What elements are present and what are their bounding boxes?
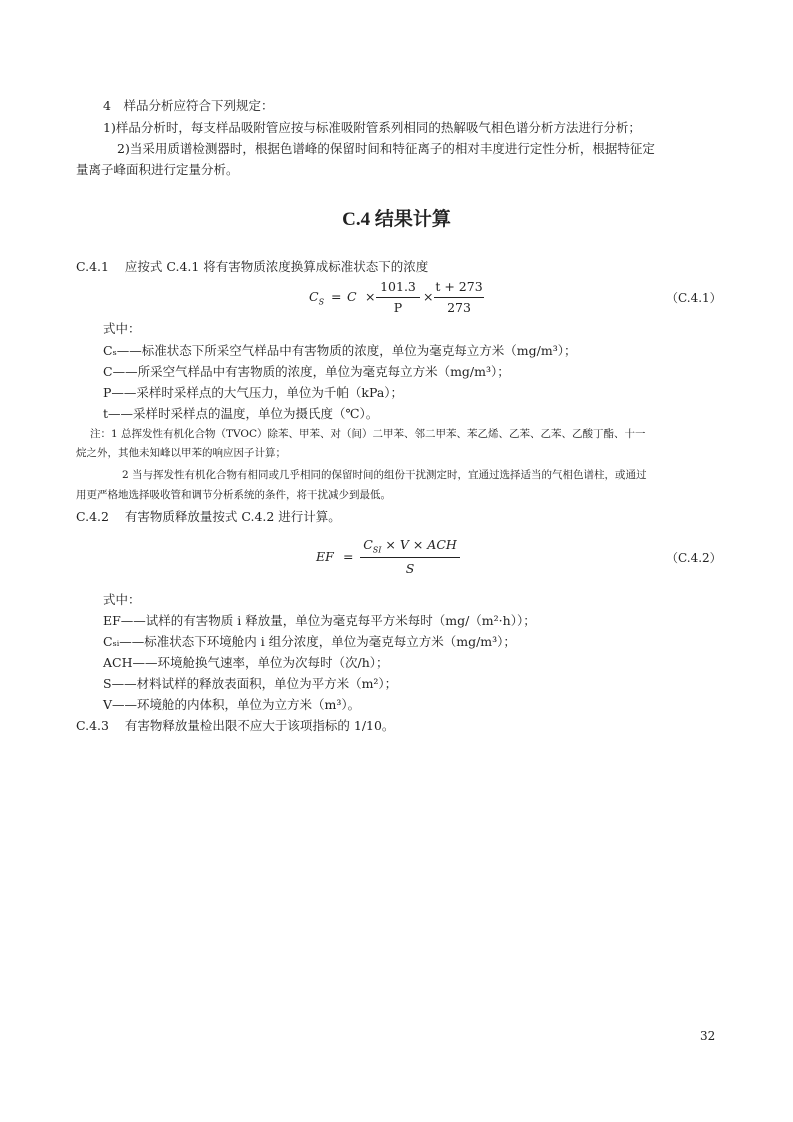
section-title: C.4 结果计算 xyxy=(342,209,451,230)
fraction-bar xyxy=(434,297,484,298)
note-2-cont: 用更严格地选择吸收管和调节分析系统的条件，将干扰减少到最低。 xyxy=(76,489,391,501)
clause-number: C.4.1 xyxy=(76,259,109,274)
formula-lhs: $C_S$ xyxy=(309,289,325,307)
clause-text: 有害物质释放量按式 C.4.2 进行计算。 xyxy=(124,509,341,524)
formula-times: × xyxy=(423,289,434,304)
formula-lhs: EF xyxy=(316,549,334,564)
clause-text: 有害物释放量检出限不应大于该项指标的 1/10。 xyxy=(124,718,395,733)
where-label: 式中： xyxy=(103,592,141,607)
text-line-item4-2: 2)当采用质谱检测器时，根据色谱峰的保留时间和特征离子的相对丰度进行定性分析，根据特征定 xyxy=(117,141,655,156)
definition-p: P——采样时采样点的大气压力，单位为千帕（kPa）； xyxy=(103,385,404,400)
clause-c41 xyxy=(76,258,428,276)
clause-number: C.4.2 xyxy=(76,509,109,524)
clause-number: C.4.3 xyxy=(76,718,109,733)
fraction-bar xyxy=(376,297,420,298)
definition-ach: ACH——环境舱换气速率，单位为次每时（次/h）； xyxy=(103,655,389,670)
clause-text: 应按式 C.4.1 将有害物质浓度换算成标准状态下的浓度 xyxy=(124,259,429,274)
text-line-item4: 4 样品分析应符合下列规定： xyxy=(103,98,274,113)
note-1: 注：1 总挥发性有机化合物（TVOC）除苯、甲苯、对（间）二甲苯、邻二甲苯、苯乙烯、乙苯、乙苯、乙酸丁酯、十一 xyxy=(90,428,646,440)
fraction-numerator: t + 273 xyxy=(435,279,483,294)
fraction-denominator: P xyxy=(393,300,403,315)
definition-csi: Cₛᵢ——标准状态下环境舱内 i 组分浓度，单位为毫克每立方米（mg/m³）； xyxy=(103,634,516,649)
equation-number: （C.4.1） xyxy=(666,291,722,305)
fraction-numerator: $C_{SI} \times V$ × ACH xyxy=(363,537,457,555)
definition-c: C——所采空气样品中有害物质的浓度，单位为毫克每立方米（mg/m³）； xyxy=(103,364,510,379)
definition-v: V——环境舱的内体积，单位为立方米（m³）。 xyxy=(103,697,361,712)
formula-c: C xyxy=(347,289,357,304)
fraction-numerator: 101.3 xyxy=(380,279,416,294)
equation-number: （C.4.2） xyxy=(666,551,722,565)
fraction-denominator: S xyxy=(405,561,415,576)
definition-t: t——采样时采样点的温度，单位为摄氏度（℃）。 xyxy=(103,406,379,421)
fraction-denominator: 273 xyxy=(447,300,471,315)
text-line-item4-1: 1)样品分析时，每支样品吸附管应按与标准吸附管系列相同的热解吸气相色谱分析方法进行分析； xyxy=(103,120,641,135)
definition-ef: EF——试样的有害物质 i 释放量，单位为毫克每平方米每时（mg/（m²·h））； xyxy=(103,613,536,628)
fraction-bar xyxy=(360,557,460,558)
text-line-item4-2-cont: 量离子峰面积进行定量分析。 xyxy=(76,162,239,177)
clause-c42 xyxy=(76,508,341,526)
formula-equals: = xyxy=(343,549,354,564)
definition-cs: Cₛ——标准状态下所采空气样品中有害物质的浓度，单位为毫克每立方米（mg/m³）； xyxy=(103,343,577,358)
note-1-cont: 烷之外，其他未知峰以甲苯的响应因子计算； xyxy=(76,447,286,459)
where-label: 式中： xyxy=(103,321,141,336)
formula-times: × xyxy=(365,289,376,304)
definition-s: S——材料试样的释放表面积，单位为平方米（m²）； xyxy=(103,676,398,691)
note-2: 2 当与挥发性有机化合物有相同或几乎相同的保留时间的组份干扰测定时，宜通过选择适当的气相色谱柱，或通过 xyxy=(122,469,647,481)
page-number: 32 xyxy=(700,1029,716,1043)
clause-c43 xyxy=(76,717,394,735)
formula-equals: = xyxy=(331,289,342,304)
